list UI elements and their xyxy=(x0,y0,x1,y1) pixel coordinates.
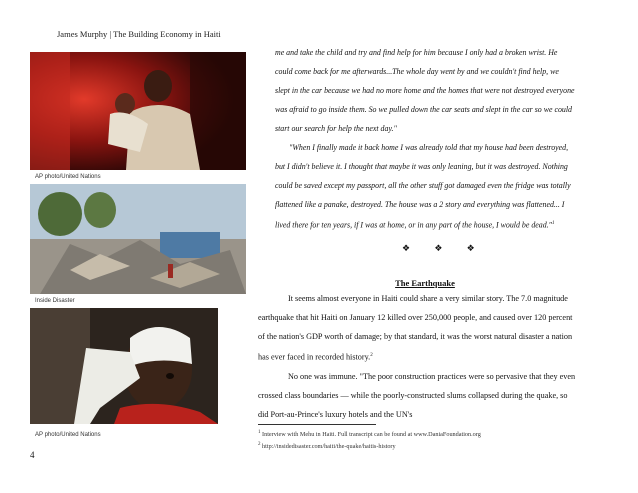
photo-caption: AP photo/United Nations xyxy=(35,432,101,438)
footnote-ref: 1 xyxy=(551,221,555,226)
body-paragraph: It seems almost everyone in Haiti could share a very similar story. The 7.0 magnitude earthquake that hit Haiti on January 12 killed over 250,000 people, and caused over 120 percent of the nation's GDP worth of damage; by that standard, it was the worst natural disaster a nation has ever faced in recorded history.$^2$ xyxy=(258,294,573,362)
photo-caption: AP photo/United Nations xyxy=(35,174,101,180)
section-separator: ❖ ❖ ❖ xyxy=(402,243,486,253)
page-number: 4 xyxy=(30,450,35,460)
interview-quote xyxy=(275,43,575,235)
footnote-ref: 2 xyxy=(370,353,373,358)
footnote-rule xyxy=(258,424,376,425)
running-header: James Murphy | The Building Economy in Haiti xyxy=(57,29,221,39)
body-paragraph: No one was immune. "The poor construction practices were so pervasive that they even crossed class boundaries — while the poorly-constructed slums collapsed during the quake, so did Port-au-Prince's luxury hotels and the UN's xyxy=(258,371,576,419)
section-body xyxy=(258,289,578,424)
footnotes xyxy=(258,428,481,452)
quote-paragraph: me and take the child and try and find help for him because I only had a broken wrist. He could come back for me afterwards...The whole day went by and we couldn't find help, we slept in the car because we had no more home and the homes that were not destroyed everyone was afraid to go inside them. So we pulled down the car seats and slept in the car so we could start our search for help the next day." xyxy=(275,48,575,133)
photo-rescue xyxy=(30,52,246,170)
footnote: $^1$ Interview with Mehu in Haiti. Full transcript can be found at www.DaniaFoundation.org xyxy=(258,430,481,439)
footnote: $^2$ http://insidedisaster.com/haiti/the-quake/haitis-history xyxy=(258,442,396,451)
quote-paragraph: "When I finally made it back home I was already told that my house had been destroyed, but I didn't believe it. I thought that maybe it was only leaning, but it was destroyed. Nothing could be saved except my passport, all the other stuff got damaged even the fridge was totally flattened like a panake, destroyed. The house was a 2 story and everything was flattened... I lived there for ten years, if I was at home, or in any part of the house, I would be dead."$^1$ xyxy=(275,143,571,230)
photo-caption: Inside Disaster xyxy=(35,298,75,304)
section-heading: The Earthquake xyxy=(395,278,455,288)
photo-ruins xyxy=(30,184,246,294)
photo-injured-child xyxy=(30,308,218,424)
